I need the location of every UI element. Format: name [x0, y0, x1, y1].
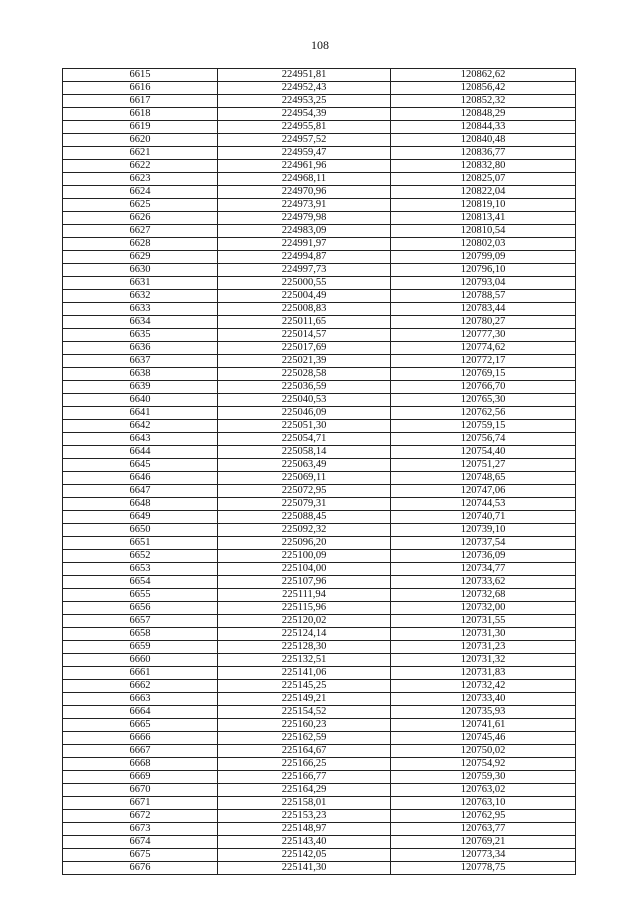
table-row — [63, 264, 576, 277]
point-number-cell: 6652 — [63, 550, 218, 563]
point-number-cell: 6623 — [63, 173, 218, 186]
table-row — [63, 615, 576, 628]
x-coordinate-cell: 224954,39 — [218, 108, 391, 121]
page-number: 108 — [311, 38, 329, 52]
x-coordinate-cell: 224955,81 — [218, 121, 391, 134]
x-coordinate-cell: 225124,14 — [218, 628, 391, 641]
y-coordinate-cell: 120813,41 — [391, 212, 576, 225]
y-coordinate-cell: 120819,10 — [391, 199, 576, 212]
y-coordinate-cell: 120822,04 — [391, 186, 576, 199]
point-number-cell: 6674 — [63, 836, 218, 849]
x-coordinate-cell: 225120,02 — [218, 615, 391, 628]
x-coordinate-cell: 225107,96 — [218, 576, 391, 589]
table-row — [63, 836, 576, 849]
y-coordinate-cell: 120774,62 — [391, 342, 576, 355]
x-coordinate-cell: 225063,49 — [218, 459, 391, 472]
point-number-cell: 6675 — [63, 849, 218, 862]
x-coordinate-cell: 225166,25 — [218, 758, 391, 771]
point-number-cell: 6671 — [63, 797, 218, 810]
point-number-cell: 6653 — [63, 563, 218, 576]
x-coordinate-cell: 224959,47 — [218, 147, 391, 160]
point-number-cell: 6629 — [63, 251, 218, 264]
x-coordinate-cell: 225092,32 — [218, 524, 391, 537]
x-coordinate-cell: 225028,58 — [218, 368, 391, 381]
point-number-cell: 6619 — [63, 121, 218, 134]
table-row — [63, 810, 576, 823]
table-row — [63, 823, 576, 836]
table-row — [63, 433, 576, 446]
x-coordinate-cell: 224970,96 — [218, 186, 391, 199]
x-coordinate-cell: 225058,14 — [218, 446, 391, 459]
table-row — [63, 745, 576, 758]
x-coordinate-cell: 225046,09 — [218, 407, 391, 420]
y-coordinate-cell: 120750,02 — [391, 745, 576, 758]
point-number-cell: 6625 — [63, 199, 218, 212]
x-coordinate-cell: 225088,45 — [218, 511, 391, 524]
table-row — [63, 121, 576, 134]
point-number-cell: 6630 — [63, 264, 218, 277]
table-row — [63, 316, 576, 329]
y-coordinate-cell: 120856,42 — [391, 82, 576, 95]
x-coordinate-cell: 225164,29 — [218, 784, 391, 797]
y-coordinate-cell: 120793,04 — [391, 277, 576, 290]
y-coordinate-cell: 120731,23 — [391, 641, 576, 654]
y-coordinate-cell: 120762,95 — [391, 810, 576, 823]
point-number-cell: 6643 — [63, 433, 218, 446]
x-coordinate-cell: 224994,87 — [218, 251, 391, 264]
y-coordinate-cell: 120844,33 — [391, 121, 576, 134]
y-coordinate-cell: 120766,70 — [391, 381, 576, 394]
y-coordinate-cell: 120747,06 — [391, 485, 576, 498]
point-number-cell: 6660 — [63, 654, 218, 667]
y-coordinate-cell: 120763,02 — [391, 784, 576, 797]
y-coordinate-cell: 120759,30 — [391, 771, 576, 784]
table-row — [63, 420, 576, 433]
x-coordinate-cell: 225132,51 — [218, 654, 391, 667]
x-coordinate-cell: 225153,23 — [218, 810, 391, 823]
x-coordinate-cell: 225162,59 — [218, 732, 391, 745]
y-coordinate-cell: 120777,30 — [391, 329, 576, 342]
table-row — [63, 550, 576, 563]
point-number-cell: 6641 — [63, 407, 218, 420]
y-coordinate-cell: 120740,71 — [391, 511, 576, 524]
x-coordinate-cell: 225142,05 — [218, 849, 391, 862]
y-coordinate-cell: 120734,77 — [391, 563, 576, 576]
y-coordinate-cell: 120735,93 — [391, 706, 576, 719]
y-coordinate-cell: 120732,00 — [391, 602, 576, 615]
y-coordinate-cell: 120731,55 — [391, 615, 576, 628]
x-coordinate-cell: 224957,52 — [218, 134, 391, 147]
x-coordinate-cell: 225166,77 — [218, 771, 391, 784]
table-row — [63, 69, 576, 82]
x-coordinate-cell: 225040,53 — [218, 394, 391, 407]
point-number-cell: 6658 — [63, 628, 218, 641]
table-row — [63, 355, 576, 368]
table-row — [63, 368, 576, 381]
x-coordinate-cell: 225164,67 — [218, 745, 391, 758]
x-coordinate-cell: 224973,91 — [218, 199, 391, 212]
point-number-cell: 6638 — [63, 368, 218, 381]
x-coordinate-cell: 225008,83 — [218, 303, 391, 316]
table-row — [63, 95, 576, 108]
y-coordinate-cell: 120773,34 — [391, 849, 576, 862]
point-number-cell: 6645 — [63, 459, 218, 472]
x-coordinate-cell: 224991,97 — [218, 238, 391, 251]
x-coordinate-cell: 225148,97 — [218, 823, 391, 836]
y-coordinate-cell: 120852,32 — [391, 95, 576, 108]
point-number-cell: 6617 — [63, 95, 218, 108]
x-coordinate-cell: 225149,21 — [218, 693, 391, 706]
table-row — [63, 732, 576, 745]
table-row — [63, 693, 576, 706]
table-row — [63, 381, 576, 394]
x-coordinate-cell: 225072,95 — [218, 485, 391, 498]
point-number-cell: 6631 — [63, 277, 218, 290]
table-row — [63, 108, 576, 121]
table-row — [63, 160, 576, 173]
y-coordinate-cell: 120799,09 — [391, 251, 576, 264]
x-coordinate-cell: 225143,40 — [218, 836, 391, 849]
table-row — [63, 563, 576, 576]
table-row — [63, 173, 576, 186]
table-body — [63, 69, 576, 875]
x-coordinate-cell: 225017,69 — [218, 342, 391, 355]
y-coordinate-cell: 120736,09 — [391, 550, 576, 563]
y-coordinate-cell: 120763,77 — [391, 823, 576, 836]
point-number-cell: 6626 — [63, 212, 218, 225]
table-row — [63, 524, 576, 537]
point-number-cell: 6651 — [63, 537, 218, 550]
x-coordinate-cell: 225100,09 — [218, 550, 391, 563]
y-coordinate-cell: 120810,54 — [391, 225, 576, 238]
y-coordinate-cell: 120733,40 — [391, 693, 576, 706]
point-number-cell: 6637 — [63, 355, 218, 368]
x-coordinate-cell: 225011,65 — [218, 316, 391, 329]
y-coordinate-cell: 120754,92 — [391, 758, 576, 771]
point-number-cell: 6666 — [63, 732, 218, 745]
table-row — [63, 485, 576, 498]
point-number-cell: 6659 — [63, 641, 218, 654]
table-row — [63, 797, 576, 810]
point-number-cell: 6635 — [63, 329, 218, 342]
x-coordinate-cell: 225111,94 — [218, 589, 391, 602]
y-coordinate-cell: 120732,68 — [391, 589, 576, 602]
x-coordinate-cell: 225141,06 — [218, 667, 391, 680]
y-coordinate-cell: 120836,77 — [391, 147, 576, 160]
table-row — [63, 251, 576, 264]
table-row — [63, 862, 576, 875]
table-row — [63, 303, 576, 316]
table-row — [63, 277, 576, 290]
point-number-cell: 6661 — [63, 667, 218, 680]
x-coordinate-cell: 225096,20 — [218, 537, 391, 550]
y-coordinate-cell: 120780,27 — [391, 316, 576, 329]
x-coordinate-cell: 225079,31 — [218, 498, 391, 511]
y-coordinate-cell: 120788,57 — [391, 290, 576, 303]
point-number-cell: 6646 — [63, 472, 218, 485]
table-row — [63, 498, 576, 511]
point-number-cell: 6639 — [63, 381, 218, 394]
point-number-cell: 6632 — [63, 290, 218, 303]
point-number-cell: 6647 — [63, 485, 218, 498]
point-number-cell: 6620 — [63, 134, 218, 147]
y-coordinate-cell: 120848,29 — [391, 108, 576, 121]
table-row — [63, 472, 576, 485]
point-number-cell: 6672 — [63, 810, 218, 823]
x-coordinate-cell: 224983,09 — [218, 225, 391, 238]
y-coordinate-cell: 120762,56 — [391, 407, 576, 420]
x-coordinate-cell: 225158,01 — [218, 797, 391, 810]
x-coordinate-cell: 224952,43 — [218, 82, 391, 95]
table-row — [63, 407, 576, 420]
y-coordinate-cell: 120802,03 — [391, 238, 576, 251]
table-row — [63, 329, 576, 342]
point-number-cell: 6676 — [63, 862, 218, 875]
table-row — [63, 589, 576, 602]
point-number-cell: 6621 — [63, 147, 218, 160]
x-coordinate-cell: 224951,81 — [218, 69, 391, 82]
y-coordinate-cell: 120769,15 — [391, 368, 576, 381]
point-number-cell: 6616 — [63, 82, 218, 95]
point-number-cell: 6664 — [63, 706, 218, 719]
point-number-cell: 6656 — [63, 602, 218, 615]
point-number-cell: 6627 — [63, 225, 218, 238]
x-coordinate-cell: 225014,57 — [218, 329, 391, 342]
point-number-cell: 6668 — [63, 758, 218, 771]
x-coordinate-cell: 225021,39 — [218, 355, 391, 368]
x-coordinate-cell: 224953,25 — [218, 95, 391, 108]
table-row — [63, 654, 576, 667]
y-coordinate-cell: 120769,21 — [391, 836, 576, 849]
table-row — [63, 394, 576, 407]
y-coordinate-cell: 120745,46 — [391, 732, 576, 745]
y-coordinate-cell: 120765,30 — [391, 394, 576, 407]
point-number-cell: 6655 — [63, 589, 218, 602]
point-number-cell: 6670 — [63, 784, 218, 797]
table-row — [63, 641, 576, 654]
table-row — [63, 706, 576, 719]
x-coordinate-cell: 225069,11 — [218, 472, 391, 485]
x-coordinate-cell: 224997,73 — [218, 264, 391, 277]
y-coordinate-cell: 120778,75 — [391, 862, 576, 875]
x-coordinate-cell: 225128,30 — [218, 641, 391, 654]
point-number-cell: 6624 — [63, 186, 218, 199]
point-number-cell: 6622 — [63, 160, 218, 173]
table-row — [63, 784, 576, 797]
y-coordinate-cell: 120731,32 — [391, 654, 576, 667]
coordinates-table — [62, 68, 576, 875]
table-row — [63, 459, 576, 472]
x-coordinate-cell: 225036,59 — [218, 381, 391, 394]
x-coordinate-cell: 225054,71 — [218, 433, 391, 446]
x-coordinate-cell: 225115,96 — [218, 602, 391, 615]
y-coordinate-cell: 120733,62 — [391, 576, 576, 589]
point-number-cell: 6662 — [63, 680, 218, 693]
y-coordinate-cell: 120731,30 — [391, 628, 576, 641]
table-row — [63, 537, 576, 550]
table-row — [63, 628, 576, 641]
table-row — [63, 290, 576, 303]
table-row — [63, 771, 576, 784]
y-coordinate-cell: 120731,83 — [391, 667, 576, 680]
table-row — [63, 134, 576, 147]
x-coordinate-cell: 225000,55 — [218, 277, 391, 290]
point-number-cell: 6654 — [63, 576, 218, 589]
y-coordinate-cell: 120754,40 — [391, 446, 576, 459]
x-coordinate-cell: 225141,30 — [218, 862, 391, 875]
y-coordinate-cell: 120732,42 — [391, 680, 576, 693]
y-coordinate-cell: 120744,53 — [391, 498, 576, 511]
point-number-cell: 6636 — [63, 342, 218, 355]
y-coordinate-cell: 120763,10 — [391, 797, 576, 810]
y-coordinate-cell: 120741,61 — [391, 719, 576, 732]
point-number-cell: 6673 — [63, 823, 218, 836]
y-coordinate-cell: 120825,07 — [391, 173, 576, 186]
x-coordinate-cell: 225145,25 — [218, 680, 391, 693]
y-coordinate-cell: 120796,10 — [391, 264, 576, 277]
table-row — [63, 186, 576, 199]
table-row — [63, 147, 576, 160]
x-coordinate-cell: 225160,23 — [218, 719, 391, 732]
table-row — [63, 680, 576, 693]
point-number-cell: 6669 — [63, 771, 218, 784]
table-row — [63, 225, 576, 238]
point-number-cell: 6650 — [63, 524, 218, 537]
point-number-cell: 6663 — [63, 693, 218, 706]
table-row — [63, 342, 576, 355]
table-row — [63, 82, 576, 95]
x-coordinate-cell: 224961,96 — [218, 160, 391, 173]
point-number-cell: 6618 — [63, 108, 218, 121]
y-coordinate-cell: 120748,65 — [391, 472, 576, 485]
table-row — [63, 758, 576, 771]
y-coordinate-cell: 120832,80 — [391, 160, 576, 173]
point-number-cell: 6634 — [63, 316, 218, 329]
point-number-cell: 6640 — [63, 394, 218, 407]
table-row — [63, 212, 576, 225]
table-row — [63, 446, 576, 459]
y-coordinate-cell: 120783,44 — [391, 303, 576, 316]
point-number-cell: 6649 — [63, 511, 218, 524]
x-coordinate-cell: 225104,00 — [218, 563, 391, 576]
point-number-cell: 6648 — [63, 498, 218, 511]
x-coordinate-cell: 225154,52 — [218, 706, 391, 719]
point-number-cell: 6665 — [63, 719, 218, 732]
table-row — [63, 719, 576, 732]
table-row — [63, 849, 576, 862]
y-coordinate-cell: 120862,62 — [391, 69, 576, 82]
table-row — [63, 511, 576, 524]
x-coordinate-cell: 225004,49 — [218, 290, 391, 303]
point-number-cell: 6657 — [63, 615, 218, 628]
y-coordinate-cell: 120751,27 — [391, 459, 576, 472]
y-coordinate-cell: 120737,54 — [391, 537, 576, 550]
y-coordinate-cell: 120739,10 — [391, 524, 576, 537]
y-coordinate-cell: 120840,48 — [391, 134, 576, 147]
table-row — [63, 602, 576, 615]
y-coordinate-cell: 120756,74 — [391, 433, 576, 446]
y-coordinate-cell: 120772,17 — [391, 355, 576, 368]
table-row — [63, 667, 576, 680]
point-number-cell: 6615 — [63, 69, 218, 82]
point-number-cell: 6633 — [63, 303, 218, 316]
table-row — [63, 576, 576, 589]
table-row — [63, 199, 576, 212]
point-number-cell: 6667 — [63, 745, 218, 758]
y-coordinate-cell: 120759,15 — [391, 420, 576, 433]
x-coordinate-cell: 224979,98 — [218, 212, 391, 225]
point-number-cell: 6642 — [63, 420, 218, 433]
point-number-cell: 6644 — [63, 446, 218, 459]
point-number-cell: 6628 — [63, 238, 218, 251]
x-coordinate-cell: 225051,30 — [218, 420, 391, 433]
table-row — [63, 238, 576, 251]
x-coordinate-cell: 224968,11 — [218, 173, 391, 186]
